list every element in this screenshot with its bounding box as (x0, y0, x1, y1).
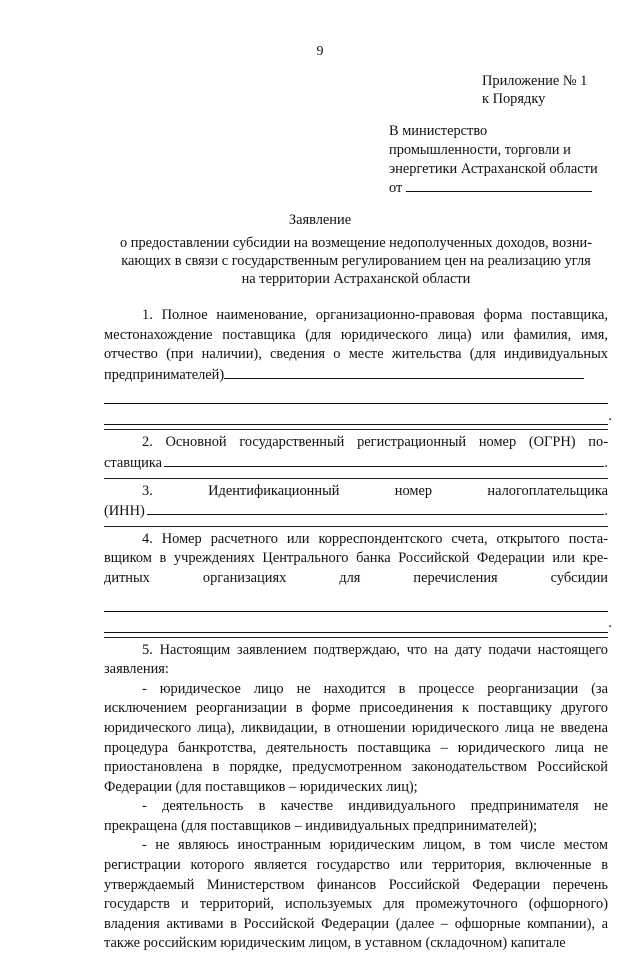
item-1 (104, 306, 612, 425)
item-2-line-2: ставщика . (104, 454, 608, 471)
item-4-line-2: вщиком в учреждениях Центрального банка Российской Федерации или кре- (104, 550, 608, 567)
recipient-block (389, 122, 629, 198)
page-number: 9 (316, 44, 324, 59)
document-subtitle (104, 234, 608, 288)
separator (104, 637, 608, 638)
appendix-label (482, 72, 587, 108)
separator (104, 429, 608, 430)
item-5 (104, 641, 608, 954)
document-body (104, 306, 612, 954)
item-1-blank-line (104, 385, 608, 404)
subtitle-line-1: о предоставлении субсидии на возмещение недополученных доходов, возни- (119, 235, 593, 251)
document-title: Заявление (288, 212, 352, 228)
item-5-bullet-3: - не являюсь иностранным юридическим лицом, в том числе местом регистрации которого является государство или территория, включенные в утверждаемый Министерством финансов Российской Федерации перечень государств и территорий, используемых для промежуточного (офшорного) владения активами в Российской Федерации (далее – офшорные компании), а также российским юридическим лицом, в уставном (складочном) капитале (104, 837, 608, 952)
item-1-blank-line: . (104, 406, 608, 425)
item-2 (104, 433, 608, 473)
recipient-line-3: энергетики Астраханской области (389, 161, 598, 177)
item-1-inline-blank (224, 365, 584, 379)
appendix-line-1: Приложение № 1 (482, 73, 588, 89)
item-3-line-2: (ИНН) . (104, 503, 608, 520)
item-4-blank-line (104, 593, 608, 612)
item-5-bullet-1: - юридическое лицо не находится в процессе реорганизации (за исключением реорганизации в форме присоединения к поставщику другого юридического лица), ликвидации, в отношении юридического лица не введена процедура банкротства, деятельность поставщика – юридического лица не приостановлена в порядке, предусмотренном законодательством Российской Федерации (для поставщиков – юридических лиц); (104, 680, 608, 795)
item-3-blank (147, 501, 605, 515)
item-5-intro: 5. Настоящим заявлением подтверждаю, что на дату подачи настоящего заявления: (104, 641, 608, 678)
separator (104, 478, 608, 479)
from-blank-line (406, 179, 592, 192)
item-4-blank-line: . (104, 614, 608, 633)
item-2-line-1: 2. Основной государственный регистрационный номер (ОГРН) по- (142, 434, 608, 451)
item-3-line-1: 3. Идентификационный номер налогоплательщика (142, 482, 608, 499)
item-1-text: 1. Полное наименование, организационно-правовая форма поставщика, местонахождение поставщика (для юридического лица) или фамилия, имя, отчество (при наличии), сведения о месте жительства (для индивидуальных предпринимателей) (104, 307, 608, 383)
recipient-from (389, 179, 629, 198)
from-label: от (389, 180, 403, 196)
subtitle-line-3: на территории Астраханской области (241, 271, 471, 287)
recipient-line-2: промышленности, торговли и (389, 142, 571, 158)
subtitle-line-2: кающих в связи с государственным регулированием цен на реализацию угля (121, 253, 591, 269)
item-2-blank (164, 453, 604, 467)
separator (104, 526, 608, 527)
item-4-line-3: дитных организациях для перечисления субсидии (104, 569, 608, 586)
item-4-line-1: 4. Номер расчетного или корреспондентского счета, открытого поста- (142, 530, 608, 547)
item-5-bullet-2: - деятельность в качестве индивидуального предпринимателя не прекращена (для поставщиков – индивидуальных предпринимателей); (104, 798, 608, 834)
appendix-line-2: к Порядку (482, 91, 546, 107)
item-4 (104, 530, 612, 633)
recipient-line-1: В министерство (389, 123, 488, 139)
item-3 (104, 482, 608, 522)
